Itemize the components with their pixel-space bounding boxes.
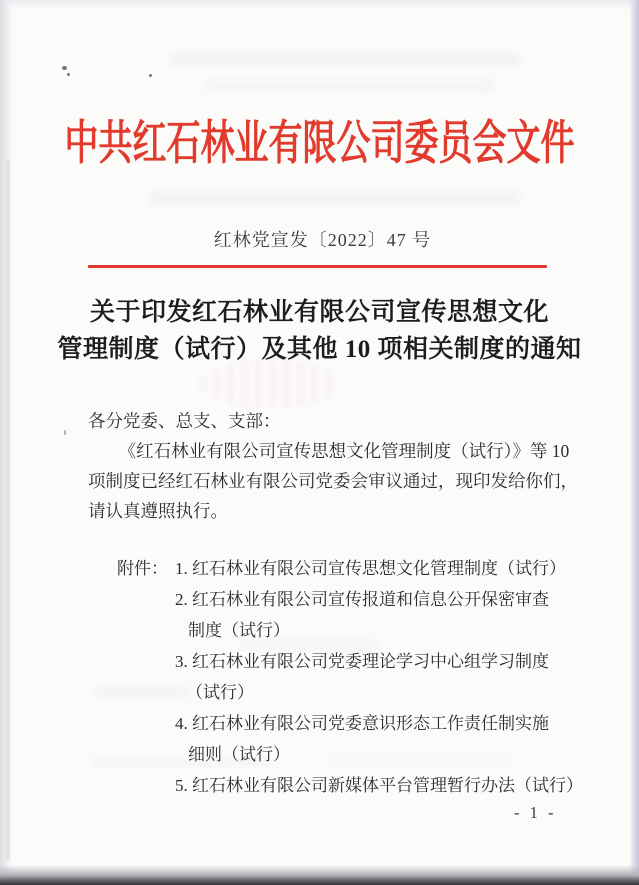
party-letterhead bbox=[0, 118, 639, 170]
salutation: 各分党委、总支、支部： bbox=[88, 411, 281, 431]
body-line: 项制度已经红石林业有限公司党委会审议通过，现印发给你们， bbox=[88, 471, 578, 491]
bleed-through-text bbox=[170, 52, 520, 66]
attachment-item-continuation: 制度（试行） bbox=[188, 621, 290, 640]
red-separator-line bbox=[88, 265, 547, 268]
page-number: - 1 - bbox=[514, 803, 557, 822]
attachments-list bbox=[117, 553, 587, 801]
attachment-item: 1. 红石林业有限公司宣传思想文化管理制度（试行） bbox=[175, 559, 566, 578]
bleed-through-text bbox=[150, 192, 520, 205]
body-line: 请认真遵照执行。 bbox=[88, 501, 228, 521]
attachment-item: 3. 红石林业有限公司党委理论学习中心组学习制度 bbox=[175, 652, 549, 671]
document-title bbox=[0, 294, 639, 368]
attachment-line bbox=[117, 553, 587, 584]
scan-edge-top bbox=[0, 0, 639, 9]
attachment-item-continuation: （试行） bbox=[186, 683, 254, 702]
attachment-item: 5. 红石林业有限公司新媒体平台管理暂行办法（试行） bbox=[175, 776, 583, 795]
attachments-label: 附件： bbox=[117, 559, 168, 578]
party-letterhead-text: 中共红石林业有限公司委员会文件 bbox=[64, 118, 575, 170]
bleed-through-text bbox=[205, 80, 495, 92]
attachment-item-continuation: 细则（试行） bbox=[188, 745, 290, 764]
body-line: 《红石林业有限公司宣传思想文化管理制度（试行）》等 10 bbox=[118, 441, 570, 461]
ink-speck bbox=[149, 74, 152, 77]
document-body bbox=[88, 406, 588, 526]
attachment-item: 2. 红石林业有限公司宣传报道和信息公开保密审查 bbox=[175, 590, 549, 609]
ink-speck bbox=[62, 66, 67, 70]
ink-speck bbox=[64, 430, 66, 435]
ink-speck bbox=[67, 73, 70, 76]
doc-reference-number: 红林党宣发〔2022〕47 号 bbox=[213, 230, 432, 250]
document-title-line: 关于印发红石林业有限公司宣传思想文化 bbox=[89, 299, 549, 326]
attachment-item: 4. 红石林业有限公司党委意识形态工作责任制实施 bbox=[175, 714, 549, 733]
document-title-line: 管理制度（试行）及其他 10 项相关制度的通知 bbox=[57, 336, 582, 363]
scan-crease-shadow bbox=[7, 160, 9, 860]
scan-edge-bottom bbox=[0, 865, 639, 885]
